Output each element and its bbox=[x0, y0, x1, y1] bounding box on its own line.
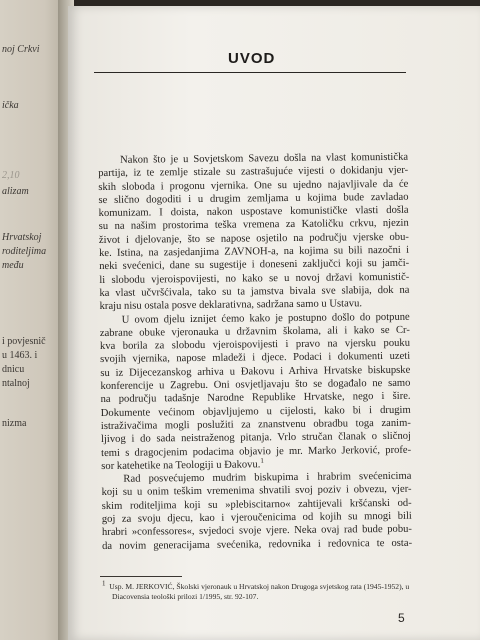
previous-page-fragment: ička bbox=[2, 100, 19, 111]
text-line: neki svećenici, dane su sugestije i doneseni zaključci koji su jamči- bbox=[99, 258, 410, 273]
text-line: temi s dragocjenim podacima objavio je mr. Marko Jerković, profe- bbox=[101, 444, 412, 459]
footnote-line: Diacovensia teološki prilozi 1/1995, str. 92-107. bbox=[112, 592, 259, 601]
text-line: zabrane obuke vjeronauka u državnim školama, ali i kako se Cr- bbox=[99, 324, 410, 339]
footnote bbox=[102, 579, 410, 602]
text-line: komunizam. I doista, nakon uspostave komunističke vlasti došla bbox=[98, 204, 409, 220]
previous-page-fragment: roditeljima bbox=[2, 246, 47, 257]
text-line: Nakon što je u Sovjetskom Savezu došla na vlast komunistička bbox=[120, 151, 409, 166]
text-line: Dokumente većinom objavljujemo u cijelosti, kako bi i drugim bbox=[100, 404, 411, 419]
previous-page-fragment: dnicu bbox=[2, 364, 25, 375]
text-line: svojih vjernika, napose mladeži i djece. Podaci i dokumenti uzeti bbox=[100, 351, 411, 366]
text-line: se slično dogoditi i u drugim zemljama u kojima bude zavladao bbox=[98, 191, 409, 206]
paragraph bbox=[101, 470, 412, 553]
previous-page-fragment: nizma bbox=[2, 418, 27, 429]
previous-page-edge bbox=[0, 0, 64, 640]
text-line: su na našim prostorima teška vremena za Katoličku crkvu, njezin bbox=[98, 218, 409, 233]
text-line: konferencije u Zagrebu. Oni osvjetljavaju što se događalo ne samo bbox=[100, 377, 411, 393]
previous-page-fragment: u 1463. i bbox=[2, 350, 38, 361]
text-line: ka vlast učvršćivala, tako su ta jamstva bivala sve slabija, dok na bbox=[99, 284, 410, 299]
previous-page-fragment: noj Crkvi bbox=[2, 44, 40, 55]
text-line: goj za svoju djecu, kao i vjeroučenicima od kojih su mnogi bili bbox=[101, 510, 412, 525]
text-line: li slobodu vjeroispovijesti, no kako se u novoj državi komunistič- bbox=[99, 271, 410, 286]
text-line: ke. Istina, na zasjedanjima ZAVNOH-a, na kojima su bili nazočni i bbox=[98, 244, 410, 260]
text-line: Rad posvećujemo mudrim biskupima i hrabrim svećenicima bbox=[123, 470, 412, 485]
paragraph bbox=[100, 310, 412, 473]
text-line: su iz Dijecezanskog arhiva u Đakovu i Arhiva Hrvatske biskupske bbox=[100, 364, 411, 379]
previous-page-fragment: među bbox=[2, 260, 24, 271]
text-line: kraju nisu ostala posve deklarativna, sadržana samo u Ustavu. bbox=[99, 298, 363, 313]
previous-page-fragment: i povjesnič bbox=[2, 336, 46, 347]
text-line: na području tadašnje Narodne Republike Hrvatske, nego i šire. bbox=[100, 391, 411, 406]
previous-page-fragment: Hrvatskoj bbox=[2, 232, 42, 243]
text-line: skih sloboda i progonu vjernika. One su ujedno najavljivale da će bbox=[98, 178, 409, 193]
paragraph bbox=[98, 151, 410, 314]
text-line: partija, iz te zemlje stizale su zastrašujuće vijesti o dokidanju vjer- bbox=[98, 165, 409, 180]
text-line: skim roditeljima koji su »plebiscitarno« zahtijevali kršćanski od- bbox=[101, 497, 412, 512]
page-number: 5 bbox=[398, 611, 405, 625]
text-line: život i djelovanje, što se napose osjetilo na području vjerske obu- bbox=[98, 231, 409, 246]
previous-page-fragment: ntalnoj bbox=[2, 378, 30, 389]
footnote-text: Usp. M. JERKOVIĆ, Školski vjeronauk u Hrvatskoj nakon Drugoga svjetskog rata (1945-1952), u bbox=[109, 582, 410, 591]
previous-page-fragment: alizam bbox=[2, 186, 29, 197]
text-line: istraživačima mogli poslužiti za znanstvenu obradbu toga zanim- bbox=[100, 417, 411, 432]
book-page bbox=[68, 6, 480, 640]
footnote-rule bbox=[100, 576, 182, 577]
text-line-content: sor katehetike na Teologiji u Đakovu. bbox=[101, 459, 261, 472]
text-line: kva borila za slobodu vjeroispovijesti i pravo na vjersku pouku bbox=[99, 337, 411, 353]
body-text bbox=[98, 151, 412, 553]
chapter-title: UVOD bbox=[228, 50, 276, 67]
title-rule bbox=[94, 72, 406, 73]
footnote-reference: 1 bbox=[260, 456, 264, 465]
text-line: ljivog i do sada neistraženog pitanja. Vrlo stručan članak o sličnoj bbox=[100, 430, 412, 446]
text-line: U ovom djelu iznijet ćemo kako je postupno došlo do potpune bbox=[121, 311, 410, 326]
footnote-number: 1 bbox=[102, 579, 106, 588]
text-line: koji su u onim teškim vremenima shvatili svoj poziv i obvezu, vjer- bbox=[101, 484, 412, 499]
previous-page-fragment: 2,10 bbox=[2, 170, 20, 181]
text-line: hrabri »confessores«, svjedoci svoje vjere. Neka ovaj rad bude pobu- bbox=[101, 524, 413, 539]
footnote-line bbox=[102, 579, 410, 592]
text-line: da novim generacijama svećenika, redovnika i redovnica te osta- bbox=[102, 537, 413, 552]
